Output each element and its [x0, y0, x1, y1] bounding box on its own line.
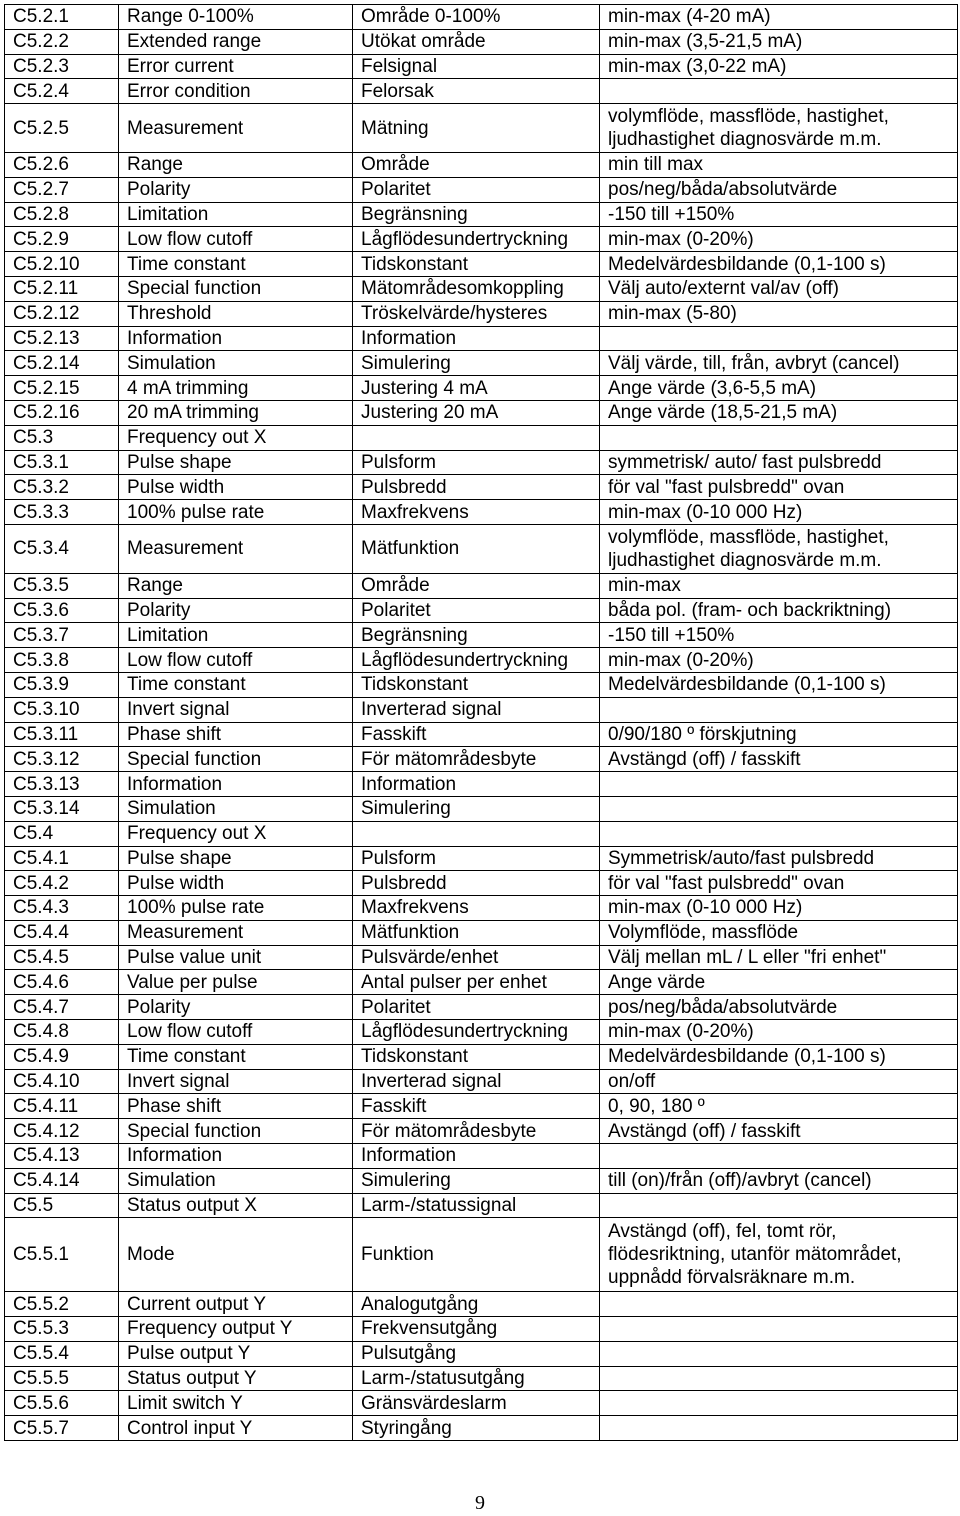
table-row — [5, 1144, 958, 1169]
table-row — [5, 475, 958, 500]
code-cell: C5.5.4 — [5, 1341, 119, 1366]
value-cell: Avstängd (off), fel, tomt rör, flödesriktning, utanför mätområdet, uppnådd förvalsräknare m.m. — [600, 1218, 958, 1292]
value-cell: Ange värde — [600, 970, 958, 995]
english-cell: Value per pulse — [119, 970, 353, 995]
code-cell: C5.2.8 — [5, 202, 119, 227]
table-row — [5, 697, 958, 722]
value-cell: pos/neg/båda/absolutvärde — [600, 995, 958, 1020]
table-row — [5, 524, 958, 573]
swedish-cell: Mätfunktion — [353, 920, 600, 945]
swedish-cell: Pulsvärde/enhet — [353, 945, 600, 970]
code-cell: C5.4.11 — [5, 1094, 119, 1119]
value-cell: Medelvärdesbildande (0,1-100 s) — [600, 252, 958, 277]
code-cell: C5.5.1 — [5, 1218, 119, 1292]
table-row — [5, 1317, 958, 1342]
code-cell: C5.3.9 — [5, 672, 119, 697]
code-cell: C5.2.7 — [5, 177, 119, 202]
swedish-cell: Lågflödesundertryckning — [353, 648, 600, 673]
table-row — [5, 1218, 958, 1292]
code-cell: C5.3.7 — [5, 623, 119, 648]
swedish-cell: Pulsform — [353, 846, 600, 871]
swedish-cell: Tröskelvärde/hysteres — [353, 301, 600, 326]
code-cell: C5.2.5 — [5, 104, 119, 153]
code-cell: C5.2.14 — [5, 351, 119, 376]
table-row — [5, 598, 958, 623]
english-cell: Pulse shape — [119, 450, 353, 475]
table-row — [5, 202, 958, 227]
value-cell: min-max (3,5-21,5 mA) — [600, 29, 958, 54]
swedish-cell: Styringång — [353, 1416, 600, 1441]
value-cell — [600, 796, 958, 821]
swedish-cell: Information — [353, 1144, 600, 1169]
table-row — [5, 276, 958, 301]
code-cell: C5.4.5 — [5, 945, 119, 970]
value-cell — [600, 772, 958, 797]
swedish-cell: Gränsvärdeslarm — [353, 1391, 600, 1416]
english-cell: Frequency out X — [119, 425, 353, 450]
code-cell: C5.2.16 — [5, 400, 119, 425]
english-cell: Threshold — [119, 301, 353, 326]
table-row — [5, 425, 958, 450]
table-row — [5, 821, 958, 846]
english-cell: Simulation — [119, 1168, 353, 1193]
english-cell: Information — [119, 326, 353, 351]
table-row — [5, 104, 958, 153]
code-cell: C5.2.6 — [5, 152, 119, 177]
english-cell: Measurement — [119, 524, 353, 573]
table-row — [5, 945, 958, 970]
english-cell: Pulse shape — [119, 846, 353, 871]
english-cell: Low flow cutoff — [119, 648, 353, 673]
value-cell: för val "fast pulsbredd" ovan — [600, 871, 958, 896]
value-cell: min-max (5-80) — [600, 301, 958, 326]
code-cell: C5.4.7 — [5, 995, 119, 1020]
value-cell — [600, 425, 958, 450]
english-cell: Invert signal — [119, 697, 353, 722]
table-row — [5, 400, 958, 425]
table-row — [5, 995, 958, 1020]
table-row — [5, 623, 958, 648]
swedish-cell: Tidskonstant — [353, 252, 600, 277]
swedish-cell: Utökat område — [353, 29, 600, 54]
table-row — [5, 648, 958, 673]
code-cell: C5.3.13 — [5, 772, 119, 797]
code-cell: C5.3.3 — [5, 500, 119, 525]
english-cell: Pulse value unit — [119, 945, 353, 970]
swedish-cell: Lågflödesundertryckning — [353, 227, 600, 252]
english-cell: Polarity — [119, 177, 353, 202]
code-cell: C5.5.7 — [5, 1416, 119, 1441]
swedish-cell: Tidskonstant — [353, 672, 600, 697]
table-row — [5, 500, 958, 525]
table-row — [5, 177, 958, 202]
value-cell — [600, 1341, 958, 1366]
swedish-cell: Område — [353, 152, 600, 177]
english-cell: Frequency output Y — [119, 1317, 353, 1342]
english-cell: Polarity — [119, 995, 353, 1020]
english-cell: Time constant — [119, 672, 353, 697]
table-row — [5, 1168, 958, 1193]
english-cell: Measurement — [119, 920, 353, 945]
code-cell: C5.2.1 — [5, 5, 119, 30]
value-cell: pos/neg/båda/absolutvärde — [600, 177, 958, 202]
code-cell: C5.2.2 — [5, 29, 119, 54]
value-cell: Välj värde, till, från, avbryt (cancel) — [600, 351, 958, 376]
value-cell: Volymflöde, massflöde — [600, 920, 958, 945]
code-cell: C5.2.12 — [5, 301, 119, 326]
swedish-cell: Frekvensutgång — [353, 1317, 600, 1342]
english-cell: Pulse width — [119, 475, 353, 500]
code-cell: C5.2.3 — [5, 54, 119, 79]
code-cell: C5.5.5 — [5, 1366, 119, 1391]
code-cell: C5.4.13 — [5, 1144, 119, 1169]
table-row — [5, 1366, 958, 1391]
value-cell: Välj mellan mL / L eller "fri enhet" — [600, 945, 958, 970]
table-row — [5, 896, 958, 921]
english-cell: Simulation — [119, 796, 353, 821]
code-cell: C5.4.8 — [5, 1020, 119, 1045]
table-row — [5, 871, 958, 896]
english-cell: 20 mA trimming — [119, 400, 353, 425]
code-cell: C5.4.6 — [5, 970, 119, 995]
swedish-cell: Polaritet — [353, 598, 600, 623]
table-row — [5, 1069, 958, 1094]
value-cell: min-max (0-20%) — [600, 227, 958, 252]
english-cell: Low flow cutoff — [119, 1020, 353, 1045]
english-cell: Limitation — [119, 623, 353, 648]
value-cell — [600, 326, 958, 351]
value-cell: Avstängd (off) / fasskift — [600, 747, 958, 772]
swedish-cell: Maxfrekvens — [353, 896, 600, 921]
swedish-cell: Simulering — [353, 351, 600, 376]
code-cell: C5.4.14 — [5, 1168, 119, 1193]
code-cell: C5.3.6 — [5, 598, 119, 623]
english-cell: Low flow cutoff — [119, 227, 353, 252]
table-row — [5, 376, 958, 401]
table-row — [5, 1341, 958, 1366]
swedish-cell: Inverterad signal — [353, 697, 600, 722]
english-cell: Phase shift — [119, 722, 353, 747]
page-number: 9 — [475, 1492, 485, 1514]
table-row — [5, 1292, 958, 1317]
table-row — [5, 79, 958, 104]
swedish-cell: Fasskift — [353, 722, 600, 747]
code-cell: C5.5.6 — [5, 1391, 119, 1416]
english-cell: Time constant — [119, 252, 353, 277]
code-cell: C5.4.1 — [5, 846, 119, 871]
english-cell: Invert signal — [119, 1069, 353, 1094]
value-cell: Symmetrisk/auto/fast pulsbredd — [600, 846, 958, 871]
table-row — [5, 1119, 958, 1144]
value-cell — [600, 79, 958, 104]
english-cell: 4 mA trimming — [119, 376, 353, 401]
english-cell: Special function — [119, 276, 353, 301]
code-cell: C5.4.2 — [5, 871, 119, 896]
code-cell: C5.4.3 — [5, 896, 119, 921]
value-cell: -150 till +150% — [600, 202, 958, 227]
value-cell: 0, 90, 180 º — [600, 1094, 958, 1119]
swedish-cell: Funktion — [353, 1218, 600, 1292]
table-row — [5, 920, 958, 945]
value-cell: min-max (3,0-22 mA) — [600, 54, 958, 79]
swedish-cell: Information — [353, 772, 600, 797]
swedish-cell: Polaritet — [353, 177, 600, 202]
swedish-cell: Simulering — [353, 1168, 600, 1193]
english-cell: Extended range — [119, 29, 353, 54]
swedish-cell: Larm-/statussignal — [353, 1193, 600, 1218]
code-cell: C5.2.9 — [5, 227, 119, 252]
code-cell: C5.3.4 — [5, 524, 119, 573]
english-cell: Range — [119, 573, 353, 598]
value-cell: till (on)/från (off)/avbryt (cancel) — [600, 1168, 958, 1193]
swedish-cell: Larm-/statusutgång — [353, 1366, 600, 1391]
english-cell: Information — [119, 1144, 353, 1169]
value-cell: volymflöde, massflöde, hastighet, ljudhastighet diagnosvärde m.m. — [600, 524, 958, 573]
code-cell: C5.3.1 — [5, 450, 119, 475]
code-cell: C5.4.4 — [5, 920, 119, 945]
swedish-cell: Felsignal — [353, 54, 600, 79]
english-cell: Range — [119, 152, 353, 177]
table-row — [5, 1094, 958, 1119]
value-cell: min-max — [600, 573, 958, 598]
swedish-cell: Begränsning — [353, 623, 600, 648]
code-cell: C5.5 — [5, 1193, 119, 1218]
value-cell: on/off — [600, 1069, 958, 1094]
english-cell: Measurement — [119, 104, 353, 153]
english-cell: Range 0-100% — [119, 5, 353, 30]
table-row — [5, 772, 958, 797]
table-row — [5, 846, 958, 871]
swedish-cell: Fasskift — [353, 1094, 600, 1119]
swedish-cell: Mätning — [353, 104, 600, 153]
value-cell: min-max (4-20 mA) — [600, 5, 958, 30]
swedish-cell: Simulering — [353, 796, 600, 821]
swedish-cell: Pulsutgång — [353, 1341, 600, 1366]
value-cell: volymflöde, massflöde, hastighet, ljudhastighet diagnosvärde m.m. — [600, 104, 958, 153]
value-cell — [600, 821, 958, 846]
swedish-cell — [353, 821, 600, 846]
table-row — [5, 5, 958, 30]
swedish-cell: Begränsning — [353, 202, 600, 227]
swedish-cell: Mätfunktion — [353, 524, 600, 573]
code-cell: C5.3.5 — [5, 573, 119, 598]
value-cell — [600, 1366, 958, 1391]
code-cell: C5.2.15 — [5, 376, 119, 401]
value-cell — [600, 1144, 958, 1169]
english-cell: 100% pulse rate — [119, 500, 353, 525]
swedish-cell: Område — [353, 573, 600, 598]
code-cell: C5.2.4 — [5, 79, 119, 104]
swedish-cell: Justering 20 mA — [353, 400, 600, 425]
swedish-cell: Pulsbredd — [353, 871, 600, 896]
code-cell: C5.3.8 — [5, 648, 119, 673]
english-cell: Error condition — [119, 79, 353, 104]
table-row — [5, 1044, 958, 1069]
english-cell: Pulse width — [119, 871, 353, 896]
swedish-cell: Pulsbredd — [353, 475, 600, 500]
english-cell: Current output Y — [119, 1292, 353, 1317]
value-cell: Ange värde (3,6-5,5 mA) — [600, 376, 958, 401]
value-cell: båda pol. (fram- och backriktning) — [600, 598, 958, 623]
value-cell: Avstängd (off) / fasskift — [600, 1119, 958, 1144]
swedish-cell: Lågflödesundertryckning — [353, 1020, 600, 1045]
value-cell: Välj auto/externt val/av (off) — [600, 276, 958, 301]
table-row — [5, 152, 958, 177]
swedish-cell: Felorsak — [353, 79, 600, 104]
value-cell: min-max (0-10 000 Hz) — [600, 896, 958, 921]
code-cell: C5.4.10 — [5, 1069, 119, 1094]
english-cell: Frequency out X — [119, 821, 353, 846]
value-cell — [600, 1292, 958, 1317]
swedish-cell: Inverterad signal — [353, 1069, 600, 1094]
swedish-cell: Mätområdesomkoppling — [353, 276, 600, 301]
table-row — [5, 450, 958, 475]
table-row — [5, 1193, 958, 1218]
code-cell: C5.3 — [5, 425, 119, 450]
english-cell: Status output X — [119, 1193, 353, 1218]
value-cell — [600, 1193, 958, 1218]
table-row — [5, 722, 958, 747]
english-cell: 100% pulse rate — [119, 896, 353, 921]
table-row — [5, 747, 958, 772]
value-cell — [600, 1317, 958, 1342]
english-cell: Time constant — [119, 1044, 353, 1069]
code-cell: C5.4.9 — [5, 1044, 119, 1069]
table-row — [5, 1391, 958, 1416]
code-cell: C5.3.14 — [5, 796, 119, 821]
code-cell: C5.3.2 — [5, 475, 119, 500]
code-cell: C5.3.11 — [5, 722, 119, 747]
english-cell: Phase shift — [119, 1094, 353, 1119]
english-cell: Polarity — [119, 598, 353, 623]
code-cell: C5.2.10 — [5, 252, 119, 277]
table-row — [5, 29, 958, 54]
value-cell: för val "fast pulsbredd" ovan — [600, 475, 958, 500]
code-cell: C5.3.10 — [5, 697, 119, 722]
table-row — [5, 301, 958, 326]
table-row — [5, 326, 958, 351]
swedish-cell: För mätområdesbyte — [353, 747, 600, 772]
value-cell: Medelvärdesbildande (0,1-100 s) — [600, 672, 958, 697]
swedish-cell: Polaritet — [353, 995, 600, 1020]
code-cell: C5.5.2 — [5, 1292, 119, 1317]
code-cell: C5.2.13 — [5, 326, 119, 351]
swedish-cell: Pulsform — [353, 450, 600, 475]
table-row — [5, 970, 958, 995]
value-cell: Ange värde (18,5-21,5 mA) — [600, 400, 958, 425]
english-cell: Pulse output Y — [119, 1341, 353, 1366]
value-cell: min-max (0-20%) — [600, 648, 958, 673]
swedish-cell: Justering 4 mA — [353, 376, 600, 401]
table-row — [5, 54, 958, 79]
swedish-cell: Tidskonstant — [353, 1044, 600, 1069]
value-cell: Medelvärdesbildande (0,1-100 s) — [600, 1044, 958, 1069]
english-cell: Special function — [119, 1119, 353, 1144]
table-row — [5, 573, 958, 598]
value-cell: min till max — [600, 152, 958, 177]
english-cell: Limitation — [119, 202, 353, 227]
english-cell: Error current — [119, 54, 353, 79]
english-cell: Information — [119, 772, 353, 797]
value-cell: 0/90/180 º förskjutning — [600, 722, 958, 747]
value-cell: -150 till +150% — [600, 623, 958, 648]
table-row — [5, 351, 958, 376]
code-cell: C5.5.3 — [5, 1317, 119, 1342]
swedish-cell: Område 0-100% — [353, 5, 600, 30]
english-cell: Special function — [119, 747, 353, 772]
value-cell — [600, 697, 958, 722]
value-cell — [600, 1416, 958, 1441]
english-cell: Status output Y — [119, 1366, 353, 1391]
parameter-table — [4, 4, 958, 1441]
code-cell: C5.4 — [5, 821, 119, 846]
english-cell: Limit switch Y — [119, 1391, 353, 1416]
code-cell: C5.2.11 — [5, 276, 119, 301]
code-cell: C5.4.12 — [5, 1119, 119, 1144]
swedish-cell: Maxfrekvens — [353, 500, 600, 525]
table-row — [5, 1020, 958, 1045]
value-cell: min-max (0-20%) — [600, 1020, 958, 1045]
parameter-table-body — [5, 5, 958, 1441]
swedish-cell: Analogutgång — [353, 1292, 600, 1317]
english-cell: Mode — [119, 1218, 353, 1292]
table-row — [5, 252, 958, 277]
value-cell: min-max (0-10 000 Hz) — [600, 500, 958, 525]
table-row — [5, 672, 958, 697]
value-cell: symmetrisk/ auto/ fast pulsbredd — [600, 450, 958, 475]
table-row — [5, 227, 958, 252]
value-cell — [600, 1391, 958, 1416]
code-cell: C5.3.12 — [5, 747, 119, 772]
english-cell: Simulation — [119, 351, 353, 376]
swedish-cell — [353, 425, 600, 450]
english-cell: Control input Y — [119, 1416, 353, 1441]
swedish-cell: Antal pulser per enhet — [353, 970, 600, 995]
swedish-cell: Information — [353, 326, 600, 351]
table-row — [5, 1416, 958, 1441]
swedish-cell: För mätområdesbyte — [353, 1119, 600, 1144]
table-row — [5, 796, 958, 821]
